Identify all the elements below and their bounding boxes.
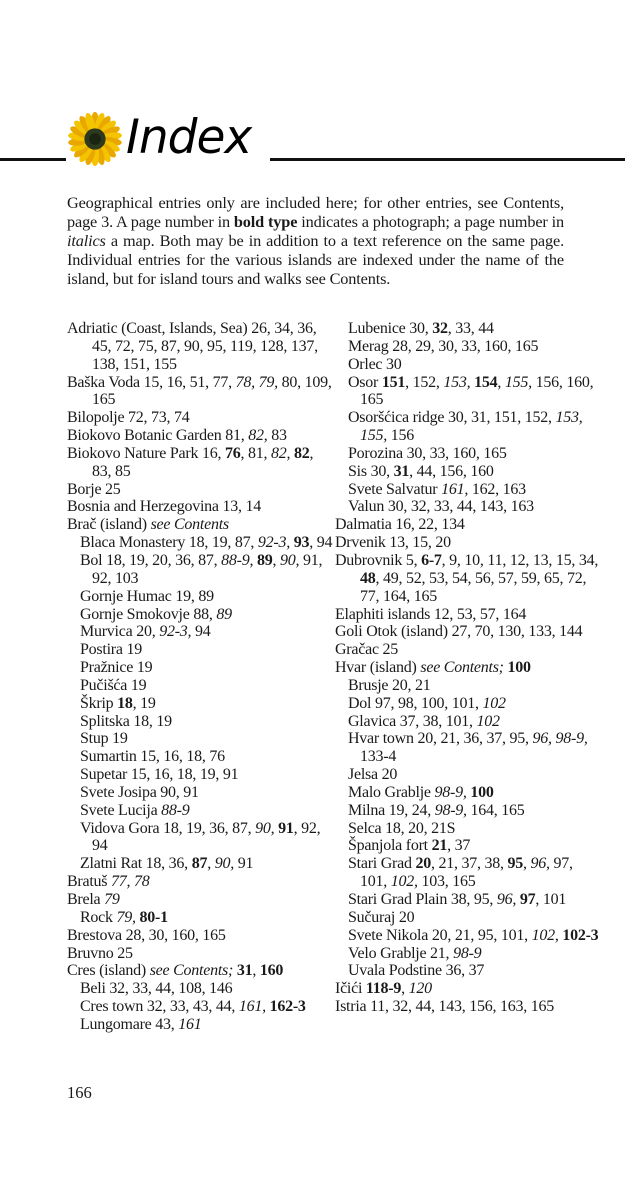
text-segment: Uvala Podstine 36, 37 (348, 962, 485, 980)
text-segment: , (522, 855, 531, 873)
index-subentry (335, 498, 603, 516)
sunflower-icon (66, 110, 124, 168)
index-entry (335, 534, 603, 552)
text-segment: Porozina 30, 33, 160, 165 (348, 444, 507, 462)
text-segment: Hvar (island) (335, 659, 421, 677)
index-entry (67, 409, 335, 427)
text-segment: Istria 11, 32, 44, 143, 156, 163, 165 (335, 998, 555, 1016)
text-segment: Svete Salvatur (348, 480, 442, 498)
index-entry (335, 980, 603, 998)
text-segment: Hvar town 20, 21, 36, 37, 95, (348, 730, 533, 748)
map-page-ref: 96, (496, 891, 517, 908)
text-segment: , 81, (240, 444, 271, 462)
map-page-ref: 88-9, (221, 551, 254, 569)
text-segment: a map. Both may be in addition to a text reference on the same page. Individual entries for the various islands are indexed under the name of the island, but for island tours and walks see Contents. (67, 231, 564, 288)
map-page-ref: italics (67, 231, 106, 250)
index-entry (335, 623, 603, 641)
index-column-right (335, 320, 603, 1016)
index-subentry (67, 820, 335, 856)
index-entry (335, 659, 603, 677)
text-segment: Vidova Gora 18, 19, 36, 87, (80, 819, 256, 837)
map-page-ref: 77, 78 (111, 873, 150, 891)
map-page-ref: see Contents; (149, 962, 234, 980)
text-segment: Brusje 20, 21 (348, 676, 431, 694)
index-entry (67, 873, 335, 891)
text-segment: 164, 165 (466, 801, 525, 819)
header-rule-left (0, 158, 66, 161)
index-subentry (67, 641, 335, 659)
text-segment: , 94 (309, 534, 333, 552)
photo-page-ref: 80-1 (139, 908, 168, 926)
text-segment: Sumartin 15, 16, 18, 76 (80, 748, 225, 766)
index-entry (335, 641, 603, 659)
map-page-ref: 120 (408, 980, 432, 998)
map-page-ref: 161, (238, 998, 266, 1016)
text-segment: Adriatic (Coast, Islands, Sea) 26, 34, 36, 45, 72, 75, 87, 90, 95, 119, 128, 137, 138, 151, 155 (67, 320, 318, 373)
index-entry (67, 427, 335, 445)
text-segment: Murvica 20, (80, 623, 160, 641)
index-subentry (335, 802, 603, 820)
index-subentry (335, 320, 603, 338)
index-entry (67, 891, 335, 909)
index-entry (335, 998, 603, 1016)
text-segment: Bol 18, 19, 20, 36, 87, (80, 551, 222, 569)
map-page-ref: 98-9, (434, 801, 467, 819)
page-title: Index (126, 110, 252, 165)
text-segment: Dol 97, 98, 100, 101, (348, 694, 483, 712)
map-page-ref: see Contents; (420, 659, 504, 677)
index-entry (67, 945, 335, 963)
text-segment: Osor (348, 373, 382, 391)
text-segment: Svete Nikola 20, 21, 95, 101, (348, 926, 532, 944)
map-page-ref: 88-9 (161, 801, 190, 819)
index-subentry (67, 784, 335, 802)
photo-page-ref: 102-3 (562, 926, 599, 944)
index-subentry (335, 730, 603, 766)
text-segment: , 44, 156, 160 (409, 462, 494, 480)
text-segment: , (252, 962, 260, 980)
photo-page-ref: 93 (293, 534, 310, 552)
text-segment: Glavica 37, 38, 101, (348, 712, 477, 730)
photo-page-ref: 89 (256, 551, 273, 569)
photo-page-ref: 6-7 (421, 551, 442, 569)
text-segment: 133-4 (360, 748, 397, 766)
text-segment: 91, 92, 103 (92, 551, 323, 587)
index-subentry (335, 338, 603, 356)
text-segment: , 92, 94 (92, 819, 321, 855)
photo-page-ref: 91 (278, 819, 294, 837)
map-page-ref: 90, (255, 819, 275, 837)
index-subentry (335, 820, 603, 838)
index-subentry (335, 409, 603, 445)
index-subentry (67, 802, 335, 820)
text-segment: , 19 (132, 694, 156, 712)
index-entry (67, 516, 335, 534)
text-segment: , 83, 85 (92, 444, 314, 480)
text-segment: 91 (233, 855, 254, 873)
index-subentry (335, 909, 603, 927)
text-segment: Dalmatia 16, 22, 134 (335, 516, 465, 534)
text-segment: 103, 165 (417, 873, 476, 891)
index-subentry (67, 588, 335, 606)
text-segment: Dubrovnik 5, (335, 551, 422, 569)
index-subentry (67, 1016, 335, 1034)
map-page-ref: see Contents (150, 516, 229, 534)
text-segment: Supetar 15, 16, 18, 19, 91 (80, 766, 239, 784)
text-segment: Ičići (335, 980, 366, 998)
text-segment: , (497, 373, 505, 391)
index-subentry (67, 748, 335, 766)
index-subentry (67, 730, 335, 748)
index-entry (67, 320, 335, 374)
map-page-ref: 89 (216, 605, 232, 623)
index-subentry (67, 677, 335, 695)
text-segment: Bruvno 25 (67, 944, 133, 962)
text-segment: Osoršćica ridge 30, 31, 151, 152, (348, 409, 556, 427)
text-segment: Sučuraj 20 (348, 908, 415, 926)
map-page-ref: 155, (504, 373, 532, 391)
index-subentry (67, 713, 335, 731)
index-subentry (67, 552, 335, 588)
text-segment: Brestova 28, 30, 160, 165 (67, 926, 226, 944)
index-entry (335, 516, 603, 534)
map-page-ref: 82, (270, 444, 291, 462)
map-page-ref: 98-9, (434, 783, 467, 801)
index-subentry (335, 463, 603, 481)
map-page-ref: 153, (443, 373, 471, 391)
index-entry (67, 962, 335, 980)
intro-paragraph (67, 193, 564, 288)
map-page-ref: 161, (441, 480, 469, 498)
text-segment: Postira 19 (80, 641, 142, 659)
text-segment: Valun 30, 32, 33, 44, 143, 163 (348, 498, 534, 516)
text-segment: Gornje Smokovje 88, (80, 605, 217, 623)
map-page-ref: 90, (214, 855, 234, 873)
text-segment: Stari Grad Plain 38, 95, (348, 891, 497, 908)
photo-page-ref: 21 (431, 837, 448, 855)
map-page-ref: 92-3, (257, 534, 290, 552)
map-page-ref: 102, (531, 926, 559, 944)
text-segment: 162, 163 (468, 480, 526, 498)
index-subentry (335, 891, 603, 909)
photo-page-ref: 151 (381, 373, 406, 391)
map-page-ref: 102, (390, 873, 418, 891)
index-subentry (335, 356, 603, 374)
text-segment: Sis 30, (348, 462, 394, 480)
map-page-ref: 98-9 (453, 944, 482, 962)
header-rule-right (270, 158, 625, 161)
text-segment: , 21, 37, 38, (430, 855, 508, 873)
photo-page-ref: 97 (519, 891, 536, 908)
index-subentry (67, 998, 335, 1016)
text-segment: Bosnia and Herzegovina 13, 14 (67, 498, 262, 516)
photo-page-ref: 31 (393, 462, 410, 480)
map-page-ref: 161 (178, 1015, 202, 1033)
map-page-ref: 79 (104, 891, 120, 908)
index-subentry (67, 623, 335, 641)
index-column-left (67, 320, 335, 1034)
map-page-ref: 92-3, (159, 623, 192, 641)
text-segment: Pražnice 19 (80, 659, 153, 677)
text-segment: Elaphiti islands 12, 53, 57, 164 (335, 605, 527, 623)
text-segment: 156 (387, 427, 414, 445)
text-segment: Gračac 25 (335, 641, 399, 659)
photo-page-ref: 95 (507, 855, 523, 873)
index-subentry (335, 677, 603, 695)
map-page-ref: 96, 98-9, (532, 730, 588, 748)
photo-page-ref: 82 (293, 444, 310, 462)
text-segment: Orlec 30 (348, 355, 402, 373)
text-segment: , (272, 551, 280, 569)
index-subentry (335, 481, 603, 499)
text-segment: Gornje Humac 19, 89 (80, 587, 214, 605)
index-subentry (67, 534, 335, 552)
index-subentry (335, 445, 603, 463)
index-subentry (67, 980, 335, 998)
index-subentry (335, 784, 603, 802)
text-segment: Velo Grablje 21, (348, 944, 454, 962)
text-segment: 80, 109, 165 (92, 373, 332, 409)
text-segment: Drvenik 13, 15, 20 (335, 534, 451, 552)
photo-page-ref: 18 (117, 694, 133, 712)
map-page-ref: 102 (476, 712, 500, 730)
photo-page-ref: 100 (470, 783, 494, 801)
text-segment: indicates a photograph; a page number in (297, 212, 564, 231)
text-segment: Splitska 18, 19 (80, 712, 172, 730)
index-subentry (335, 855, 603, 891)
text-segment: 156, 160, 165 (360, 373, 594, 409)
index-entry (67, 445, 335, 481)
text-segment: Cres (island) (67, 962, 150, 980)
text-segment: Milna 19, 24, (348, 801, 435, 819)
text-segment: Cres town 32, 33, 43, 44, (80, 998, 239, 1016)
text-segment: Španjola fort (348, 837, 432, 855)
index-subentry (335, 945, 603, 963)
text-segment: Bratuš (67, 873, 112, 891)
text-segment: 83 (267, 427, 287, 445)
text-segment: , 33, 44 (447, 320, 494, 337)
text-segment: Goli Otok (island) 27, 70, 130, 133, 144 (335, 623, 583, 641)
map-page-ref: 90, (279, 551, 300, 569)
text-segment: Lubenice 30, (348, 320, 433, 337)
text-segment: Baška Voda 15, 16, 51, 77, (67, 373, 236, 391)
index-entry (67, 481, 335, 499)
index-subentry (335, 837, 603, 855)
text-segment: Stari Grad (348, 855, 416, 873)
text-segment: Biokovo Botanic Garden 81, (67, 427, 249, 445)
photo-page-ref: bold type (233, 212, 298, 231)
text-segment: Rock (80, 908, 117, 926)
photo-page-ref: 154 (474, 373, 498, 391)
index-subentry (67, 659, 335, 677)
index-entry (67, 374, 335, 410)
text-segment: Biokovo Nature Park 16, (67, 444, 225, 462)
text-segment: Borje 25 (67, 480, 121, 498)
index-entry (67, 927, 335, 945)
index-subentry (335, 927, 603, 945)
text-segment: Geographical entries only are included here; for other entries, see Contents, page 3. A page number in (67, 193, 564, 231)
text-segment: Malo Grablje (348, 783, 435, 801)
index-subentry (67, 909, 335, 927)
text-segment: , (207, 855, 215, 873)
photo-page-ref: 48 (360, 569, 376, 587)
photo-page-ref: 100 (507, 659, 531, 677)
index-subentry (335, 962, 603, 980)
text-segment: Brač (island) (67, 516, 151, 534)
text-segment: , 37 (447, 837, 471, 855)
text-segment: Bilopolje 72, 73, 74 (67, 409, 190, 427)
text-segment: 97, 101, (360, 855, 573, 891)
text-segment: Brela (67, 891, 105, 908)
text-segment: Lungomare 43, (80, 1015, 179, 1033)
text-segment: Jelsa 20 (348, 766, 398, 784)
map-page-ref: 153, 155, (360, 409, 583, 445)
text-segment: Pučišća 19 (80, 676, 147, 694)
photo-page-ref: 20 (415, 855, 431, 873)
text-segment: Svete Josipa 90, 91 (80, 783, 199, 801)
text-segment: Selca 18, 20, 21S (348, 819, 456, 837)
index-subentry (67, 766, 335, 784)
text-segment: Merag 28, 29, 30, 33, 160, 165 (348, 337, 539, 355)
photo-page-ref: 160 (259, 962, 284, 980)
map-page-ref: 79, (116, 908, 136, 926)
text-segment: 94 (191, 623, 211, 641)
text-segment: Zlatni Rat 18, 36, (80, 855, 192, 873)
photo-page-ref: 87 (191, 855, 208, 873)
text-segment: , (401, 980, 409, 998)
text-segment: Stup 19 (80, 730, 128, 748)
photo-page-ref: 76 (224, 444, 241, 462)
page-number: 166 (67, 1083, 92, 1102)
map-page-ref: 96, (530, 855, 550, 873)
text-segment: Svete Lucija (80, 801, 162, 819)
photo-page-ref: 32 (432, 320, 448, 337)
text-segment: Škrip (80, 694, 118, 712)
map-page-ref: 102 (482, 694, 506, 712)
text-segment: , 9, 10, 11, 12, 13, 15, 34, (441, 551, 599, 569)
text-segment: , 152, (405, 373, 444, 391)
map-page-ref: 82, (248, 427, 268, 445)
text-segment: , 101 (535, 891, 567, 908)
flower-center-inner (89, 133, 101, 145)
text-segment: Beli 32, 33, 44, 108, 146 (80, 980, 233, 998)
index-subentry (335, 766, 603, 784)
index-subentry (335, 695, 603, 713)
index-subentry (67, 695, 335, 713)
text-segment: , 49, 52, 53, 54, 56, 57, 59, 65, 72, 77, 164, 165 (360, 569, 587, 605)
index-subentry (67, 606, 335, 624)
photo-page-ref: 31 (236, 962, 253, 980)
index-subentry (335, 374, 603, 410)
map-page-ref: 78, 79, (235, 373, 278, 391)
text-segment: Blaca Monastery 18, 19, 87, (80, 534, 258, 552)
index-subentry (67, 855, 335, 873)
index-entry (335, 552, 603, 606)
index-entry (335, 606, 603, 624)
photo-page-ref: 118-9 (365, 980, 402, 998)
index-entry (67, 498, 335, 516)
index-subentry (335, 713, 603, 731)
photo-page-ref: 162-3 (269, 998, 306, 1016)
